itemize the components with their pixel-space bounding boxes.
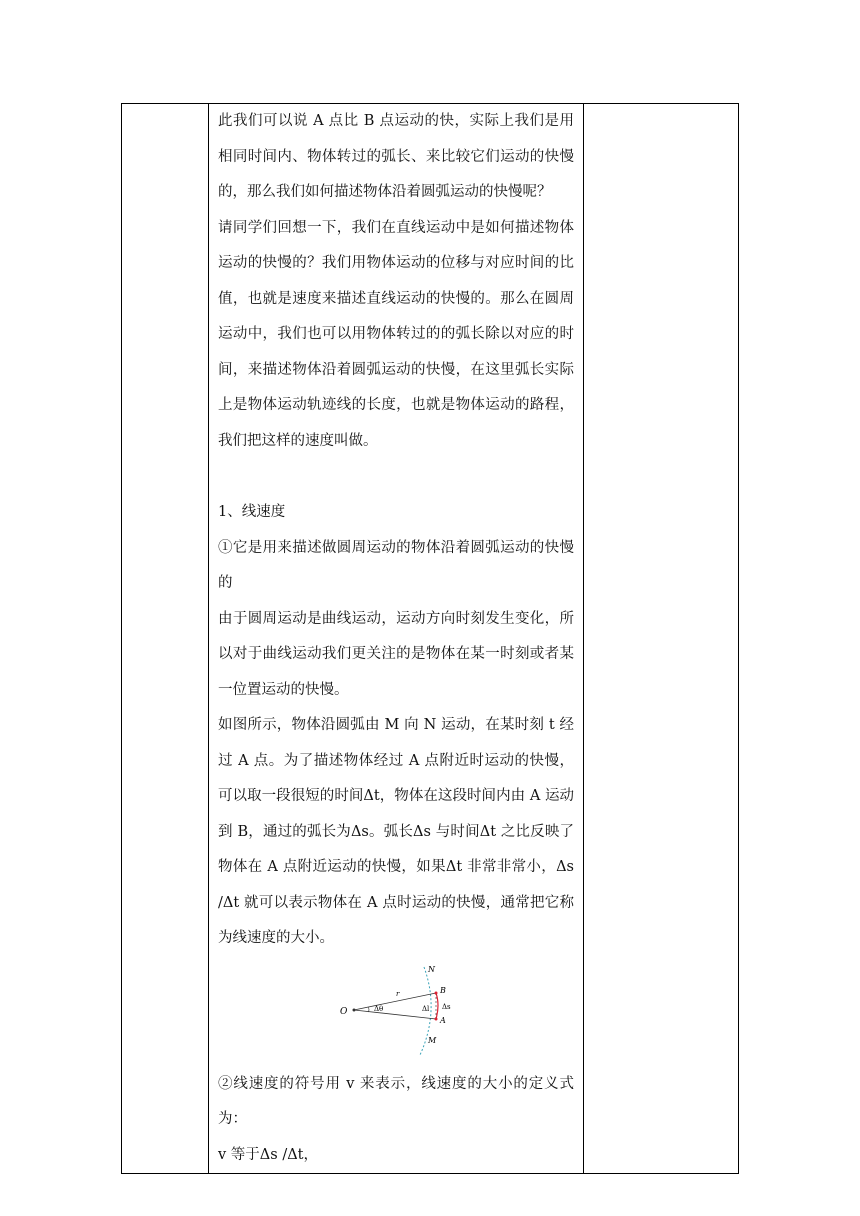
center-point [353,1008,356,1011]
left-column-cell [122,104,209,1174]
section-title: 1、线速度 [218,504,286,520]
figure-svg [336,963,486,1059]
point-b [435,991,438,994]
formula: v 等于Δs /Δt， [218,1146,319,1163]
label-dtheta: Δθ [374,1004,384,1013]
circular-motion-figure [218,957,574,1067]
lesson-table [121,103,739,1174]
paragraph-4: 如图所示，物体沿圆弧由 M 向 N 运动，在某时刻 t 经过 A 点。为了描述物体经过 A 点附近时运动的快慢，可以取一段很短的时间Δt，物体在这段时间内由 A 运动到 B，通过的弧长为Δs。弧长Δs 与时间Δt 之比反映了物体在 A 点附近运动的快慢，如果Δt 非常非常小，Δs /Δt 就可以表示物体在 A 点时运动的快慢，通常把它称为线速度的大小。 [218,717,574,946]
point-a [435,1017,438,1020]
paragraph-3: 由于圆周运动是曲线运动，运动方向时刻发生变化，所以对于曲线运动我们更关注的是物体在某一时刻或者某一位置运动的快慢。 [218,610,574,698]
label-b: B [440,985,446,995]
label-m: M [428,1035,437,1045]
content-cell [209,104,584,1174]
content-text [209,104,583,1173]
right-column-cell [584,104,739,1174]
label-r: r [396,989,400,998]
label-n: N [428,964,435,974]
label-o: O [340,1006,348,1017]
point-1: ①它是用来描述做圆周运动的物体沿着圆弧运动的快慢的 [218,539,574,591]
label-ds: Δs [442,1002,451,1011]
point-2: ②线速度的符号用 v 来表示，线速度的大小的定义式为： [218,1075,574,1127]
label-dl: Δl [422,1004,430,1013]
label-a: A [440,1015,446,1025]
paragraph-2: 请同学们回想一下，我们在直线运动中是如何描述物体运动的快慢的？我们用物体运动的位移与对应时间的比值，也就是速度来描述直线运动的快慢的。那么在圆周运动中，我们也可以用物体转过的的弧长除以对应的时间，来描述物体沿着圆弧运动的快慢，在这里弧长实际上是物体运动轨迹线的长度，也就是物体运动的路程，我们把这样的速度叫做。 [218,219,574,449]
paragraph-1: 此我们可以说 A 点比 B 点运动的快，实际上我们是用相同时间内、物体转过的弧长、来比较它们运动的快慢的，那么我们如何描述物体沿着圆弧运动的快慢呢？ [218,113,574,200]
spacer [218,459,574,495]
